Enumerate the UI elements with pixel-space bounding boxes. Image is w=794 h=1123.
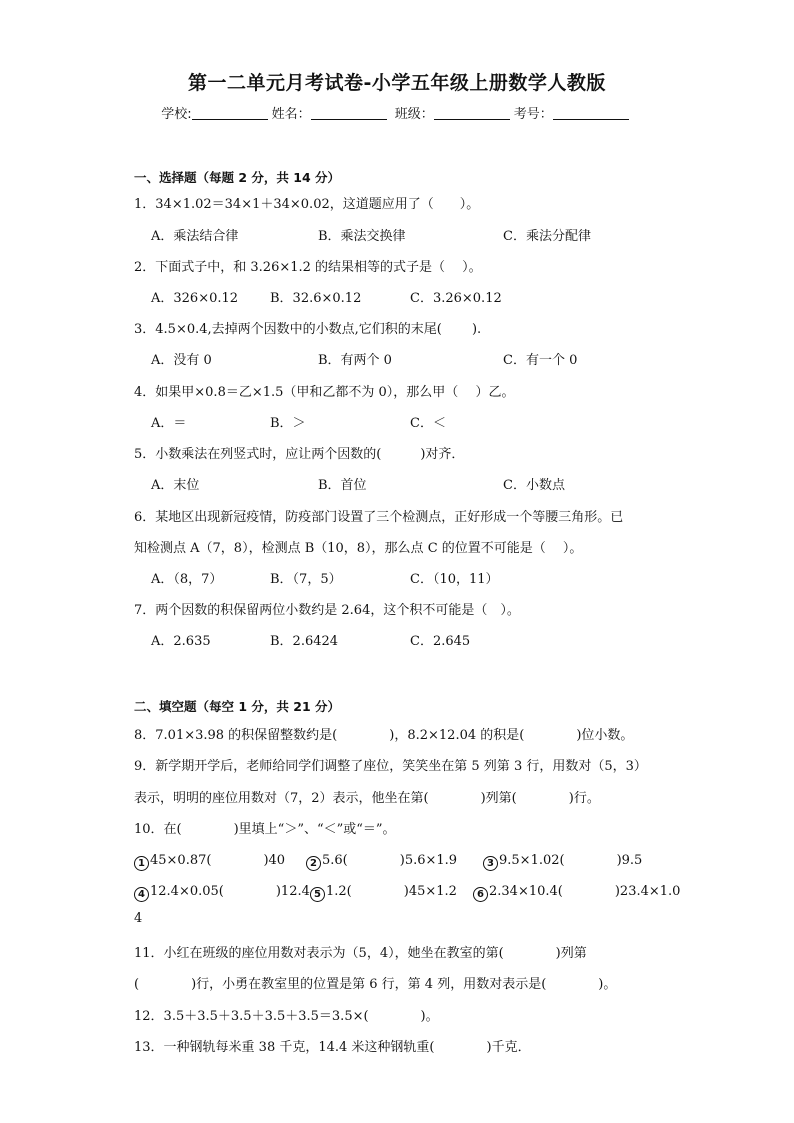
question-13: 13．一种钢轨每米重 38 千克，14.4 米这种钢轨重( )千克． <box>134 1040 531 1055</box>
number-field[interactable] <box>553 107 629 120</box>
question-10-wrap: 4 <box>134 911 143 926</box>
question-5-option-a: A．末位 <box>151 478 200 493</box>
question-11-line1: 11．小红在班级的座位用数对表示为（5，4），她坐在教室的第( )列第 <box>134 946 587 961</box>
student-info-row <box>0 103 794 122</box>
circled-number: 3 <box>483 856 498 871</box>
class-field[interactable] <box>434 107 510 120</box>
circled-number: 6 <box>473 887 488 902</box>
question-6-option-a: A．（8，7） <box>151 572 223 587</box>
question-10-item <box>134 849 285 871</box>
question-10-item <box>310 880 457 902</box>
question-4-option-c: C．＜ <box>410 416 446 431</box>
question-10-item <box>473 880 680 902</box>
question-3-option-a: A．没有 0 <box>151 353 212 368</box>
question-10: 10．在( )里填上“＞”、“＜”或“＝”。 <box>134 822 396 837</box>
question-7-option-b: B．2.6424 <box>270 634 339 649</box>
question-10-item-text: 1.2( )45×1.2 <box>326 884 457 899</box>
page-title: 第一二单元月考试卷-小学五年级上册数学人教版 <box>188 72 606 94</box>
question-7-stem: 7．两个因数的积保留两位小数约是 2.64，这个积不可能是（ ）。 <box>134 603 520 618</box>
question-6-stem-line2: 知检测点 A（7，8），检测点 B（10，8），那么点 C 的位置不可能是（ ）。 <box>134 541 583 556</box>
question-2-option-b: B．32.6×0.12 <box>270 291 362 306</box>
question-4-option-b: B．＞ <box>270 416 306 431</box>
class-label: 班级： <box>394 107 434 122</box>
circled-number: 4 <box>134 887 149 902</box>
name-field[interactable] <box>311 107 387 120</box>
name-label: 姓名： <box>271 107 311 122</box>
question-9-line2: 表示，明明的座位用数对（7，2）表示，他坐在第( )列第( )行。 <box>134 791 600 806</box>
question-4-stem: 4．如果甲×0.8＝乙×1.5（甲和乙都不为 0），那么甲（ ）乙。 <box>134 385 515 400</box>
question-10-item <box>134 880 310 902</box>
question-4-option-a: A．＝ <box>151 416 187 431</box>
section-heading-fill: 二、填空题（每空 1 分，共 21 分） <box>134 699 341 714</box>
question-9-line1: 9．新学期开学后，老师给同学们调整了座位，笑笑坐在第 5 列第 3 行，用数对（5，3） <box>134 759 647 774</box>
question-6-option-b: B．（7，5） <box>270 572 342 587</box>
question-10-item-text: 45×0.87( )40 <box>150 853 286 868</box>
question-10-item <box>306 849 457 871</box>
question-5-option-c: C．小数点 <box>503 478 565 493</box>
question-7-option-c: C．2.645 <box>410 634 471 649</box>
number-label: 考号： <box>513 107 553 122</box>
circled-number: 2 <box>306 856 321 871</box>
question-1-option-a: A．乘法结合律 <box>151 229 239 244</box>
question-1-option-b: B．乘法交换律 <box>318 229 406 244</box>
circled-number: 5 <box>310 887 325 902</box>
question-10-item-text: 2.34×10.4( )23.4×1.0 <box>489 884 681 899</box>
school-label: 学校: <box>161 107 192 122</box>
question-3-stem: 3．4.5×0.4,去掉两个因数中的小数点,它们积的末尾( ). <box>134 322 482 337</box>
question-6-option-c: C．（10，11） <box>410 572 499 587</box>
question-7-option-a: A．2.635 <box>151 634 211 649</box>
question-5-stem: 5．小数乘法在列竖式时，应让两个因数的( )对齐． <box>134 447 465 462</box>
question-3-option-c: C．有一个 0 <box>503 353 578 368</box>
question-11-line2: ( )行，小勇在教室里的位置是第 6 行，第 4 列，用数对表示是( )。 <box>134 977 617 992</box>
question-10-item-text: 12.4×0.05( )12.4 <box>150 884 310 899</box>
question-8: 8．7.01×3.98 的积保留整数约是( )，8.2×12.04 的积是( )位小数。 <box>134 728 634 743</box>
question-2-option-c: C．3.26×0.12 <box>410 291 502 306</box>
question-10-item <box>483 849 642 871</box>
question-5-option-b: B．首位 <box>318 478 367 493</box>
question-1-option-c: C．乘法分配律 <box>503 229 591 244</box>
section-heading-choice: 一、选择题（每题 2 分，共 14 分） <box>134 170 341 185</box>
question-1-stem: 1．34×1.02＝34×1＋34×0.02，这道题应用了（ ）。 <box>134 197 480 212</box>
question-2-stem: 2．下面式子中，和 3.26×1.2 的结果相等的式子是（ ）。 <box>134 260 482 275</box>
question-10-item-text: 9.5×1.02( )9.5 <box>499 853 643 868</box>
question-12: 12．3.5＋3.5＋3.5＋3.5＋3.5＝3.5×( )。 <box>134 1009 439 1024</box>
question-10-item-text: 5.6( )5.6×1.9 <box>322 853 458 868</box>
question-6-stem-line1: 6．某地区出现新冠疫情，防疫部门设置了三个检测点，正好形成一个等腰三角形。已 <box>134 510 624 525</box>
question-3-option-b: B．有两个 0 <box>318 353 392 368</box>
circled-number: 1 <box>134 856 149 871</box>
question-2-option-a: A．326×0.12 <box>151 291 239 306</box>
school-field[interactable] <box>192 107 268 120</box>
